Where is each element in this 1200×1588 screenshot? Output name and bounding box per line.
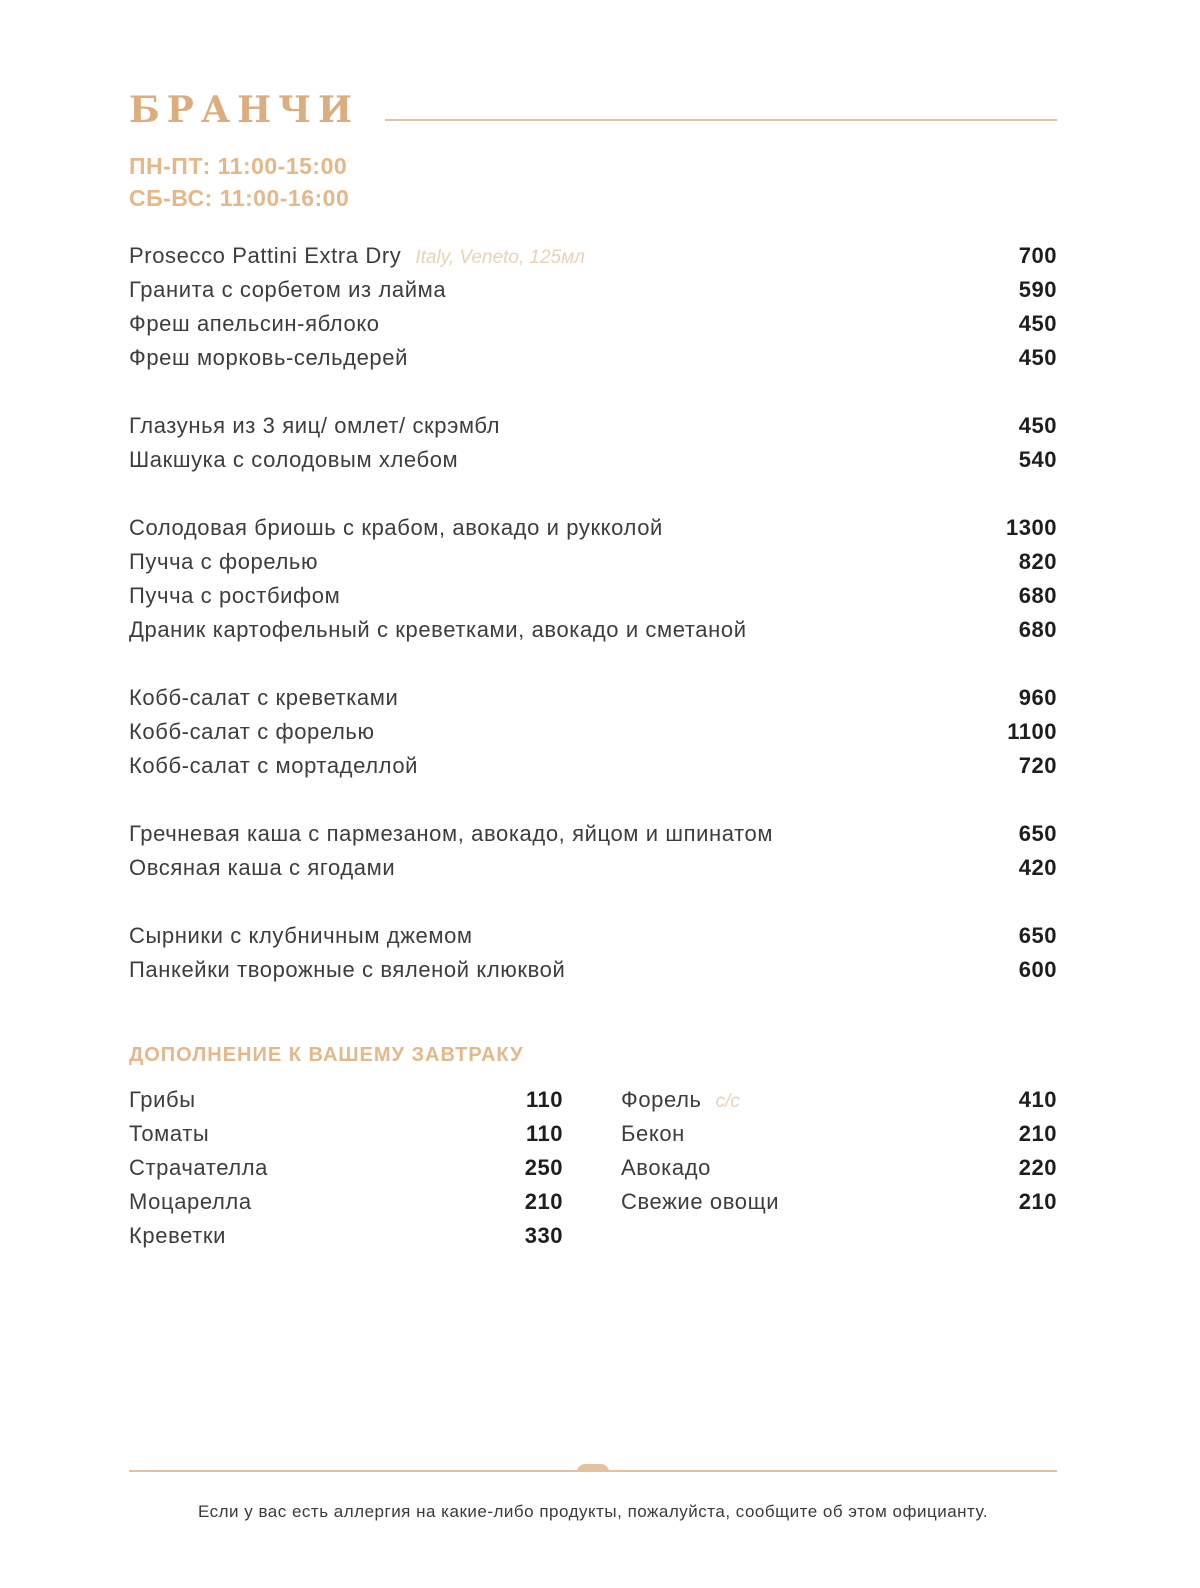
opening-hours: [129, 150, 349, 214]
addon-price: 110: [526, 1121, 563, 1146]
addon-item: [129, 1083, 563, 1117]
allergy-note: Если у вас есть аллергия на какие-либо продукты, пожалуйста, сообщите об этом официанту.: [197, 1502, 989, 1521]
menu-item: [129, 239, 1057, 273]
addon-name: Форель: [621, 1087, 702, 1112]
menu-group-salads: [129, 681, 1057, 783]
addon-name: Креветки: [129, 1223, 227, 1248]
menu-item-price: 1100: [1007, 719, 1057, 744]
menu-item-price: 700: [1018, 243, 1057, 268]
menu-item-price: 540: [1018, 447, 1057, 472]
menu-item: [129, 681, 1057, 715]
menu-item-name: Сырники с клубничным джемом: [129, 923, 473, 948]
menu-item-price: 600: [1018, 957, 1057, 982]
menu-item-name: Prosecco Pattini Extra Dry: [129, 243, 402, 268]
title-divider: [385, 119, 1057, 121]
menu-item: [129, 817, 1057, 851]
menu-item-name: Пучча с форелью: [129, 549, 319, 574]
menu-item: [129, 341, 1057, 375]
menu-item-price: 680: [1018, 617, 1057, 642]
menu-item-price: 420: [1018, 855, 1057, 880]
menu-item: [129, 851, 1057, 885]
menu-item-name: Кобб-салат с мортаделлой: [129, 753, 419, 778]
menu-item: [129, 749, 1057, 783]
addon-price: 210: [1018, 1189, 1057, 1214]
addon-name: Авокадо: [621, 1155, 711, 1180]
addon-price: 220: [1018, 1155, 1057, 1180]
menu-item-name: Глазунья из 3 яиц/ омлет/ скрэмбл: [129, 413, 501, 438]
menu-item: [129, 919, 1057, 953]
menu-item-name: Гранита с сорбетом из лайма: [129, 277, 447, 302]
addons-list-left: [129, 1083, 563, 1253]
menu-item-name: Кобб-салат с креветками: [129, 685, 399, 710]
menu-item-name: Солодовая бриошь с крабом, авокадо и рукколой: [129, 515, 663, 540]
addon-item: [129, 1151, 563, 1185]
addon-name: Бекон: [621, 1121, 685, 1146]
menu-group-mains: [129, 511, 1057, 647]
addon-price: 410: [1018, 1087, 1057, 1112]
menu-item-price: 650: [1018, 821, 1057, 846]
addon-price: 330: [524, 1223, 563, 1248]
menu-item-name: Фреш апельсин-яблоко: [129, 311, 380, 336]
addon-price: 210: [1018, 1121, 1057, 1146]
menu-item-price: 450: [1018, 345, 1057, 370]
addon-item: [621, 1117, 1057, 1151]
addon-name: Страчателла: [129, 1155, 269, 1180]
addon-item: [621, 1083, 1057, 1117]
menu-item-name: Гречневая каша с пармезаном, авокадо, яйцом и шпинатом: [129, 821, 774, 846]
menu-item-name: Овсяная каша с ягодами: [129, 855, 396, 880]
hours-weekend: СБ-ВС: 11:00-16:00: [129, 185, 350, 211]
menu-item-price: 1300: [1006, 515, 1057, 540]
addon-price: 250: [524, 1155, 563, 1180]
menu-item: [129, 307, 1057, 341]
addon-item: [129, 1219, 563, 1253]
addon-price: 210: [524, 1189, 563, 1214]
addons-title: ДОПОЛНЕНИЕ К ВАШЕМУ ЗАВТРАКУ: [129, 1044, 524, 1066]
menu-item-price: 450: [1018, 413, 1057, 438]
menu-item-price: 450: [1018, 311, 1057, 336]
addon-item: [621, 1185, 1057, 1219]
addon-name-wrap: [621, 1083, 740, 1120]
addon-name: Моцарелла: [129, 1189, 252, 1214]
menu-item-name: Драник картофельный с креветками, авокадо и сметаной: [129, 617, 747, 642]
menu-item: [129, 715, 1057, 749]
menu-item-price: 650: [1018, 923, 1057, 948]
menu-item-name: Панкейки творожные с вяленой клюквой: [129, 957, 566, 982]
menu-item: [129, 409, 1057, 443]
menu-item-origin: Italy, Veneto, 125мл: [415, 247, 585, 268]
hours-weekdays: ПН-ПТ: 11:00-15:00: [129, 153, 348, 179]
addon-price: 110: [526, 1087, 563, 1112]
menu-group-drinks: [129, 239, 1057, 375]
menu-group-eggs: [129, 409, 1057, 477]
menu-item: [129, 953, 1057, 987]
menu-item-name: Пучча с ростбифом: [129, 583, 341, 608]
menu-item: [129, 613, 1057, 647]
menu-item: [129, 511, 1057, 545]
addon-name: Грибы: [129, 1087, 196, 1112]
menu-item-name: Кобб-салат с форелью: [129, 719, 375, 744]
menu-group-porridge: [129, 817, 1057, 885]
menu-item-name: Шакшука с солодовым хлебом: [129, 447, 459, 472]
footer-divider: [129, 1470, 1057, 1472]
addon-name: Томаты: [129, 1121, 210, 1146]
addon-name: Свежие овощи: [621, 1189, 780, 1214]
menu-item: [129, 273, 1057, 307]
menu-list: [129, 239, 1057, 1021]
menu-item: [129, 443, 1057, 477]
addon-item: [129, 1117, 563, 1151]
menu-item-price: 590: [1018, 277, 1057, 302]
addons-list-right: [621, 1083, 1057, 1219]
menu-item: [129, 579, 1057, 613]
menu-item-price: 820: [1018, 549, 1057, 574]
menu-item-price: 680: [1018, 583, 1057, 608]
addon-item: [621, 1151, 1057, 1185]
menu-group-sweets: [129, 919, 1057, 987]
menu-item-name-wrap: [129, 239, 585, 276]
page-title: БРАНЧИ: [129, 89, 360, 131]
menu-item-name: Фреш морковь-сельдерей: [129, 345, 408, 370]
addon-item: [129, 1185, 563, 1219]
addon-origin: с/с: [715, 1091, 740, 1112]
menu-item-price: 720: [1018, 753, 1057, 778]
menu-item-price: 960: [1018, 685, 1057, 710]
menu-item: [129, 545, 1057, 579]
